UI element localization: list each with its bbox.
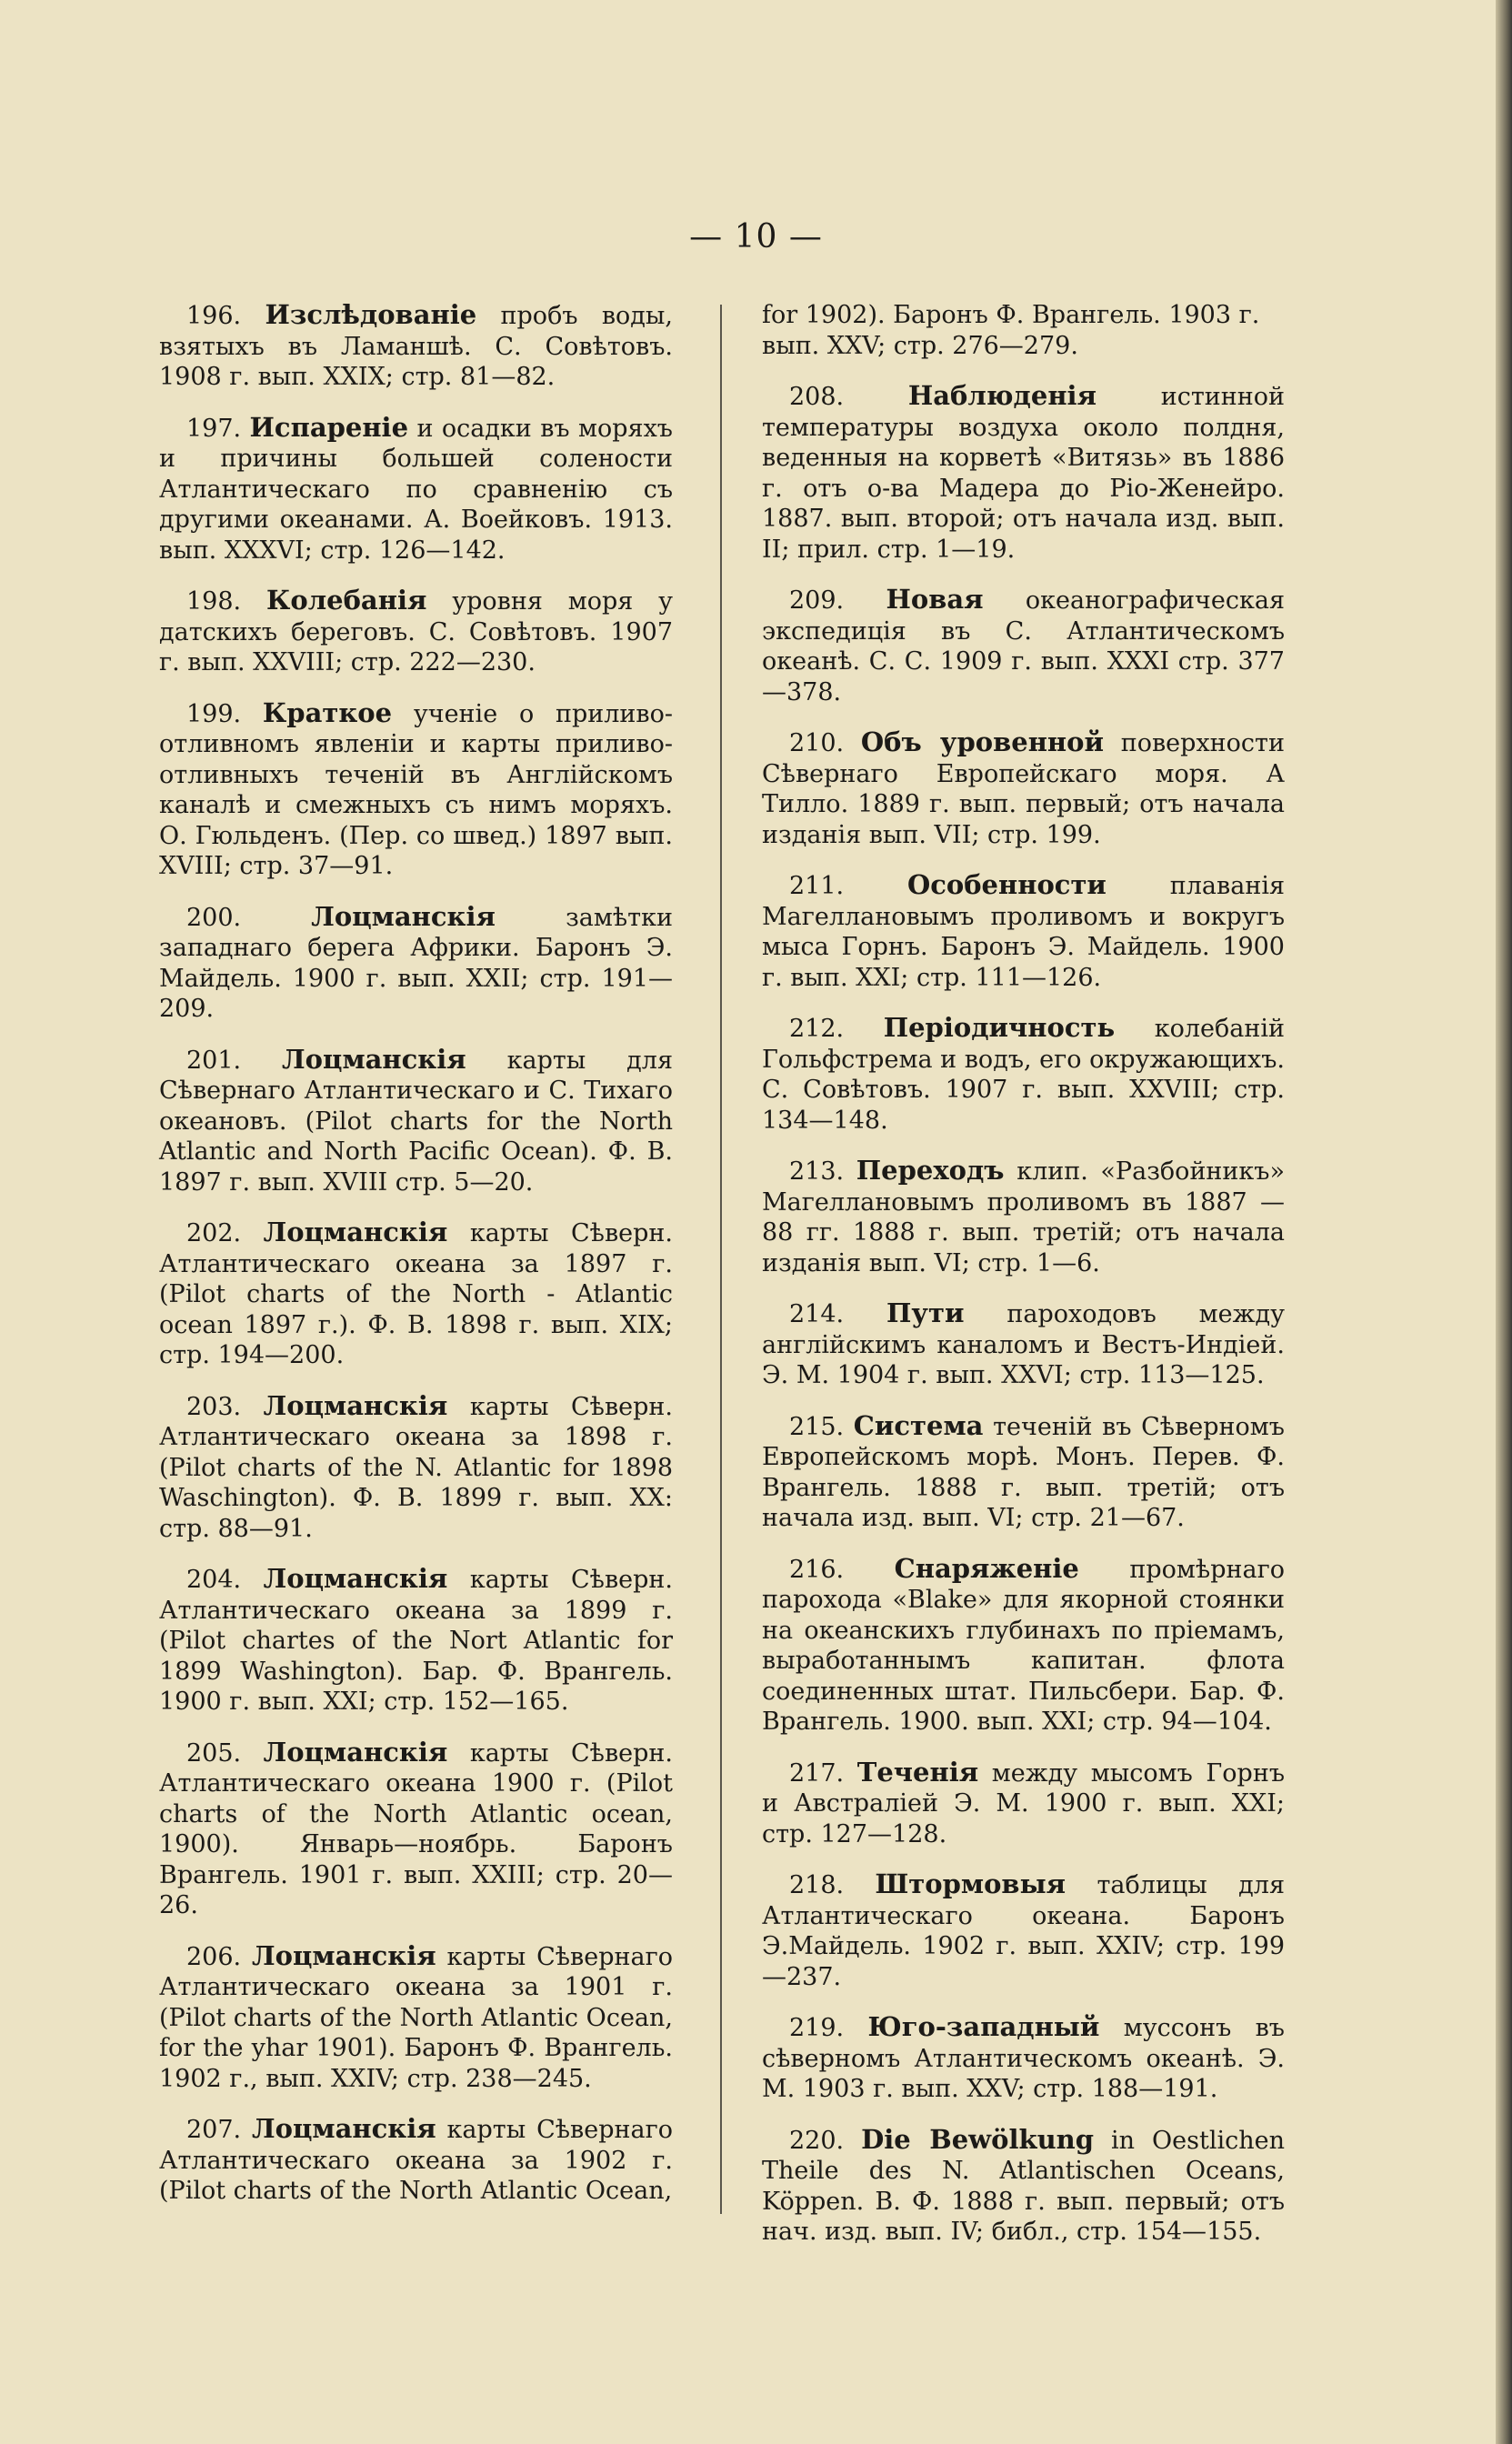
entry: 214. Пути пароходовъ между англійскимъ каналомъ и Вестъ-Индіей. Э. М. 1904 г. вып. XXVI; стр. 113—125. (762, 1297, 1285, 1389)
entry: 196. Изслѣдованіе пробъ воды, взятыхъ въ Ламаншѣ. С. Совѣтовъ. 1908 г. вып. XXIX; стр. 81—82. (159, 299, 673, 391)
entry: 199. Краткое ученіе о приливо-отливномъ явленіи и карты приливо-отливныхъ теченій въ Англійскомъ каналѣ и смежныхъ съ нимъ моряхъ. О. Гюльденъ. (Пер. со швед.) 1897 вып. XVIII; стр. 37—91. (159, 696, 673, 880)
entry: 204. Лоцманскія карты Сѣверн. Атлантическаго океана за 1899 г. (Pilot chartes of the Nort Atlantic for 1899 Washington). Бар. Ф. Врангель. 1900 г. вып. XXI; стр. 152—165. (159, 1563, 673, 1716)
entry: 219. Юго-западный муссонъ въ сѣверномъ Атлантическомъ океанѣ. Э. М. 1903 г. вып. XXV; стр. 188—191. (762, 2011, 1285, 2103)
entry: 202. Лоцманскія карты Сѣверн. Атлантическаго океана за 1897 г. (Pilot charts of the North - Atlantic ocean 1897 г.). Ф. В. 1898 г. вып. XIX; стр. 194—200. (159, 1217, 673, 1369)
left-column (159, 300, 673, 2227)
entry: 217. Теченія между мысомъ Горнъ и Австраліей Э. М. 1900 г. вып. XXI; стр. 127—128. (762, 1756, 1285, 1848)
entry: 211. Особенности плаванія Магеллановымъ проливомъ и вокругъ мыса Горнъ. Баронъ Э. Майдель. 1900 г. вып. XXI; стр. 111—126. (762, 869, 1285, 992)
page-number: — 10 — (689, 218, 823, 255)
entry: 207. Лоцманскія карты Сѣвернаго Атлантическаго океана за 1902 г. (Pilot charts of the North Atlantic Ocean, (159, 2113, 673, 2205)
entry: 215. Система теченій въ Сѣверномъ Европейскомъ морѣ. Монъ. Перев. Ф. Врангель. 1888 г. вып. третій; отъ начала изд. вып. VI; стр. 21—67. (762, 1409, 1285, 1532)
entry: 208. Наблюденія истинной температуры воздуха около полдня, веденныя на корветѣ «Витязь» въ 1886 г. отъ о-ва Мадера до Ріо-Женейро. 1887. вып. второй; отъ начала изд. вып. II; прил. стр. 1—19. (762, 380, 1285, 564)
entry: 209. Новая океанографическая экспедиція въ С. Атлантическомъ океанѣ. С. С. 1909 г. вып. XXXI стр. 377—378. (762, 584, 1285, 706)
entry: 206. Лоцманскія карты Сѣвернаго Атлантическаго океана за 1901 г. (Pilot charts of the North Atlantic Ocean, for the yhar 1901). Баронъ Ф. Врангель. 1902 г., вып. XXIV; стр. 238—245. (159, 1939, 673, 2093)
entry: 205. Лоцманскія карты Сѣверн. Атлантическаго океана 1900 г. (Pilot charts of the North Atlantic ocean, 1900). Январь—ноябрь. Баронъ Врангель. 1901 г. вып. XXIII; стр. 20—26. (159, 1736, 673, 1919)
entry: 213. Переходъ клип. «Разбойникъ» Магеллановымъ проливомъ въ 1887 — 88 гг. 1888 г. вып. третій; отъ начала изданія вып. VI; стр. 1—6. (762, 1155, 1285, 1277)
entry: 198. Колебанія уровня моря у датскихъ береговъ. С. Совѣтовъ. 1907 г. вып. XXVIII; стр. 222—230. (159, 585, 674, 676)
entry: 210. Объ уровенной поверхности Сѣвернаго Европейскаго моря. А Тилло. 1889 г. вып. первый; отъ начала изданія вып. VII; стр. 199. (762, 726, 1285, 849)
entry: 200. Лоцманскія замѣтки западнаго берега Африки. Баронъ Э. Майдель. 1900 г. вып. XXII; стр. 191—209. (159, 900, 673, 1023)
right-column (762, 300, 1285, 2268)
entry: 197. Испареніе и осадки въ моряхъ и причины большей солености Атлантическаго по сравненію съ другими океанами. А. Воейковъ. 1913. вып. XXXVI; стр. 126—142. (159, 411, 673, 565)
entry: 216. Снаряженіе промѣрнаго парохода «Blake» для якорной стоянки на океанскихъ глубинахъ по пріемамъ, выработаннымъ капитан. флота соединенных штат. Пильсбери. Бар. Ф. Врангель. 1900. вып. XXI; стр. 94—104. (762, 1552, 1285, 1736)
page-edge-shadow (1496, 0, 1512, 2444)
entry-continuation: for 1902). Баронъ Ф. Врангель. 1903 г. вып. XXV; стр. 276—279. (762, 301, 1260, 360)
entry: 212. Періодичность колебаній Гольфстрема и водъ, его окружающихъ. С. Совѣтовъ. 1907 г. вып. XXVIII; стр. 134—148. (762, 1012, 1285, 1135)
entry: 203. Лоцманскія карты Сѣверн. Атлантическаго океана за 1898 г. (Pilot charts of the N. Atlantic for 1898 Waschington). Ф. В. 1899 г. вып. XX: стр. 88—91. (159, 1389, 673, 1543)
entry: 220. Die Bewölkung in Oestlichen Theile des N. Atlantischen Oceans, Köppen. В. Ф. 1888 г. вып. первый; отъ нач. изд. вып. IV; библ., стр. 154—155. (762, 2123, 1285, 2246)
entry: 201. Лоцманскія карты для Сѣвернаго Атлантическаго и С. Тихаго океановъ. (Pilot charts for the North Atlantic and North Pacific Ocean). Ф. В. 1897 г. вып. XVIII стр. 5—20. (159, 1043, 673, 1197)
column-divider (720, 305, 722, 2214)
entry: 218. Штормовыя таблицы для Атлантическаго океана. Баронъ Э.Майдель. 1902 г. вып. XXIV; стр. 199—237. (762, 1868, 1285, 1991)
